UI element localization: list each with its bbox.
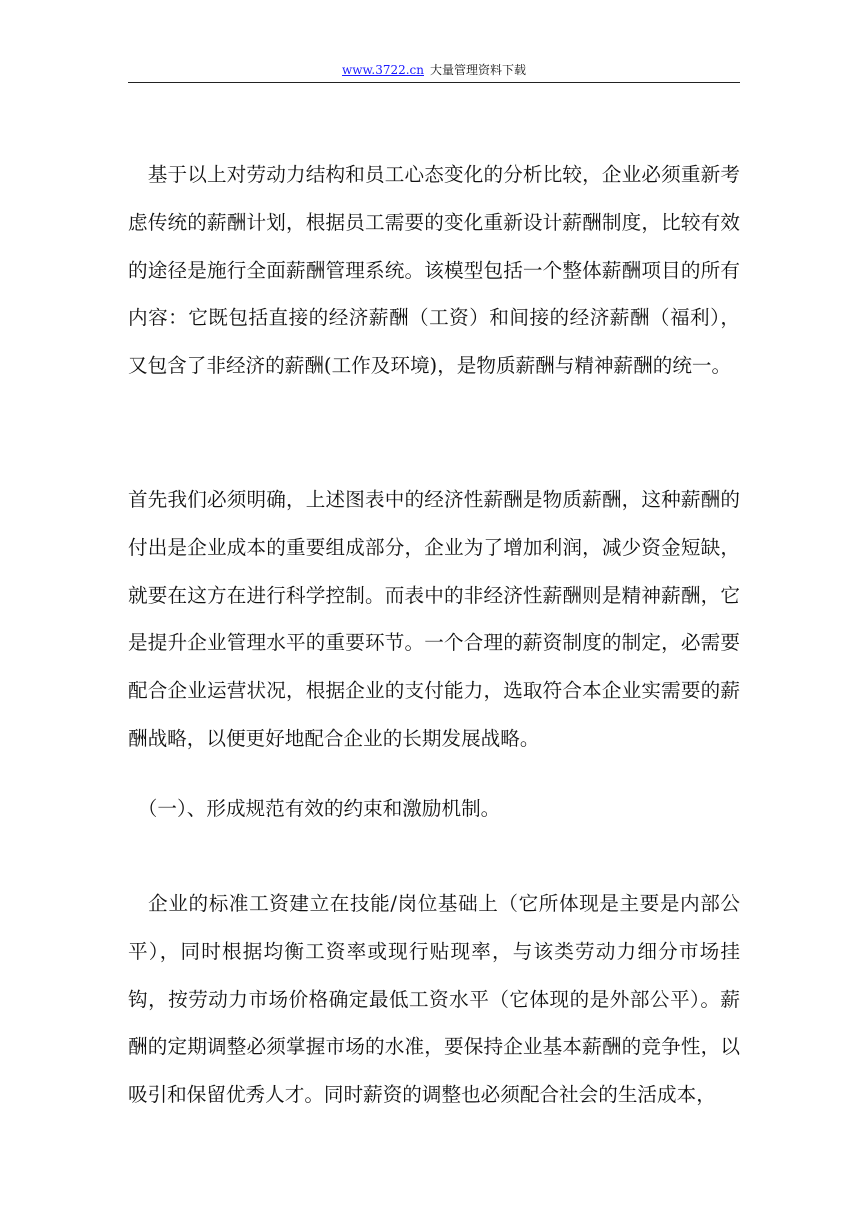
page-header — [128, 62, 740, 83]
section-heading: （一）、形成规范有效的约束和激励机制。 — [128, 797, 501, 820]
body-paragraph: 基于以上对劳动力结构和员工心态变化的分析比较，企业必须重新考虑传统的薪酬计划，根据员工需要的变化重新设计薪酬制度，比较有效的途径是施行全面薪酬管理系统。该模型包括一个整体薪酬项目的所有内容：它既包括直接的经济薪酬（工资）和间接的经济薪酬（福利），又包含了非经济的薪酬(工作及环境)，是物质薪酬与精神薪酬的统一。 — [128, 163, 740, 378]
body-paragraph: 首先我们必须明确，上述图表中的经济性薪酬是物质薪酬，这种薪酬的付出是企业成本的重要组成部分，企业为了增加利润，减少资金短缺，就要在这方在进行科学控制。而表中的非经济性薪酬则是精神薪酬，它是提升企业管理水平的重要环节。一个合理的薪资制度的制定，必需要配合企业运营状况，根据企业的支付能力，选取符合本企业实需要的薪酬战略，以便更好地配合企业的长期发展战略。 — [128, 488, 740, 750]
header-tagline: 大量管理资料下载 — [430, 63, 527, 77]
body-paragraph: 企业的标准工资建立在技能/岗位基础上（它所体现是主要是内部公平），同时根据均衡工资率或现行贴现率，与该类劳动力细分市场挂钩，按劳动力市场价格确定最低工资水平（它体现的是外部公平）。薪酬的定期调整必须掌握市场的水准，要保持企业基本薪酬的竞争性，以吸引和保留优秀人才。同时薪资的调整也必须配合社会的生活成本， — [128, 892, 740, 1107]
website-link[interactable]: www.3722.cn — [341, 63, 424, 77]
